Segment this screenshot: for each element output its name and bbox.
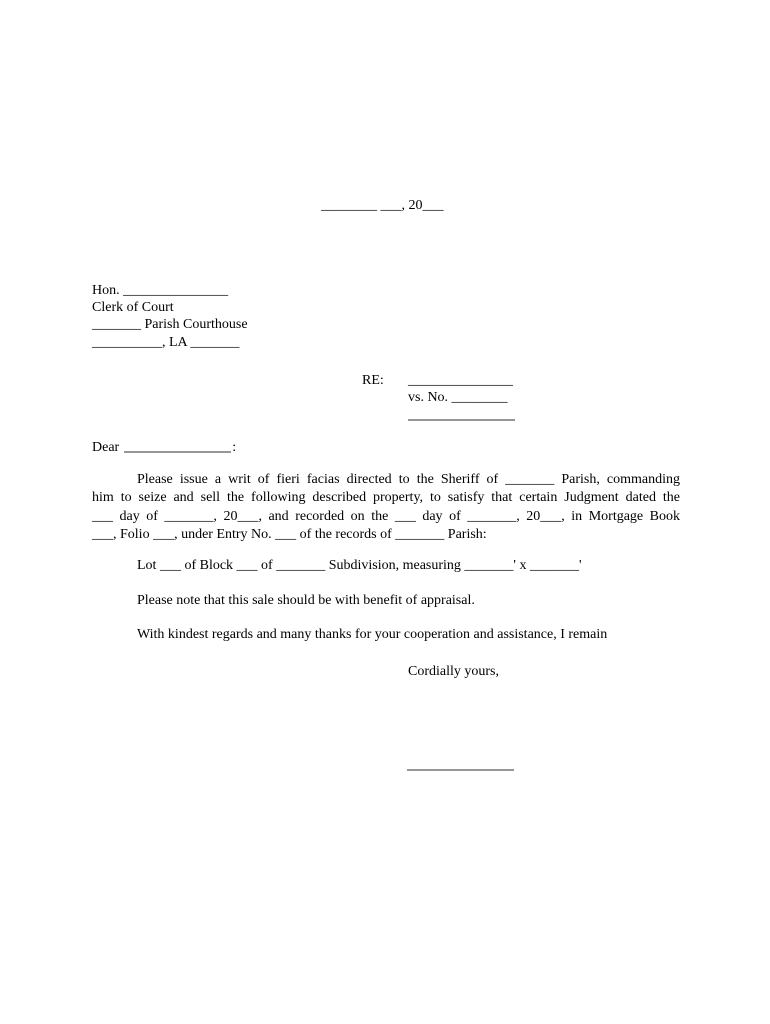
salutation-line bbox=[92, 439, 236, 456]
body-line-1: Please issue a writ of fieri facias directed to the Sheriff of _______ Parish, commanding bbox=[137, 472, 680, 487]
body-line-2: him to seize and sell the following described property, to satisfy that certain Judgment dated the bbox=[92, 490, 680, 506]
recipient-honorable-line: Hon. _______________ bbox=[92, 283, 229, 298]
re-label: RE: bbox=[362, 373, 384, 388]
recipient-address-block bbox=[92, 282, 248, 351]
salutation-suffix: : bbox=[232, 440, 237, 455]
re-block bbox=[362, 372, 515, 424]
appraisal-note-line: Please note that this sale should be with benefit of appraisal. bbox=[137, 593, 475, 608]
body-line-4: ___, Folio ___, under Entry No. ___ of the records of _______ Parish: bbox=[92, 526, 487, 542]
re-case-number-field[interactable] bbox=[408, 409, 515, 421]
body-paragraph bbox=[92, 471, 680, 544]
recipient-clerk-line: Clerk of Court bbox=[92, 300, 174, 316]
salutation-prefix: Dear bbox=[92, 440, 120, 455]
re-case-name-line: _______________ bbox=[408, 373, 513, 388]
signature-field[interactable] bbox=[407, 769, 514, 771]
salutation-name-field[interactable] bbox=[124, 441, 231, 453]
date-line: ________ ___, 20___ bbox=[321, 198, 444, 213]
recipient-city-state-line: __________, LA _______ bbox=[92, 334, 240, 350]
re-case-number-row bbox=[362, 407, 515, 424]
kind-regards-line: With kindest regards and many thanks for your cooperation and assistance, I remain bbox=[137, 627, 608, 642]
property-description-line: Lot ___ of Block ___ of _______ Subdivision, measuring _______' x _______' bbox=[137, 558, 582, 573]
body-line-3: ___ day of _______, 20___, and recorded on the ___ day of _______, 20___, in Mortgage Book bbox=[92, 508, 680, 524]
recipient-courthouse-line: _______ Parish Courthouse bbox=[92, 317, 248, 333]
closing-line: Cordially yours, bbox=[408, 664, 499, 679]
re-vs-number-line: vs. No. ________ bbox=[408, 390, 508, 406]
re-case-name-row bbox=[362, 372, 515, 389]
